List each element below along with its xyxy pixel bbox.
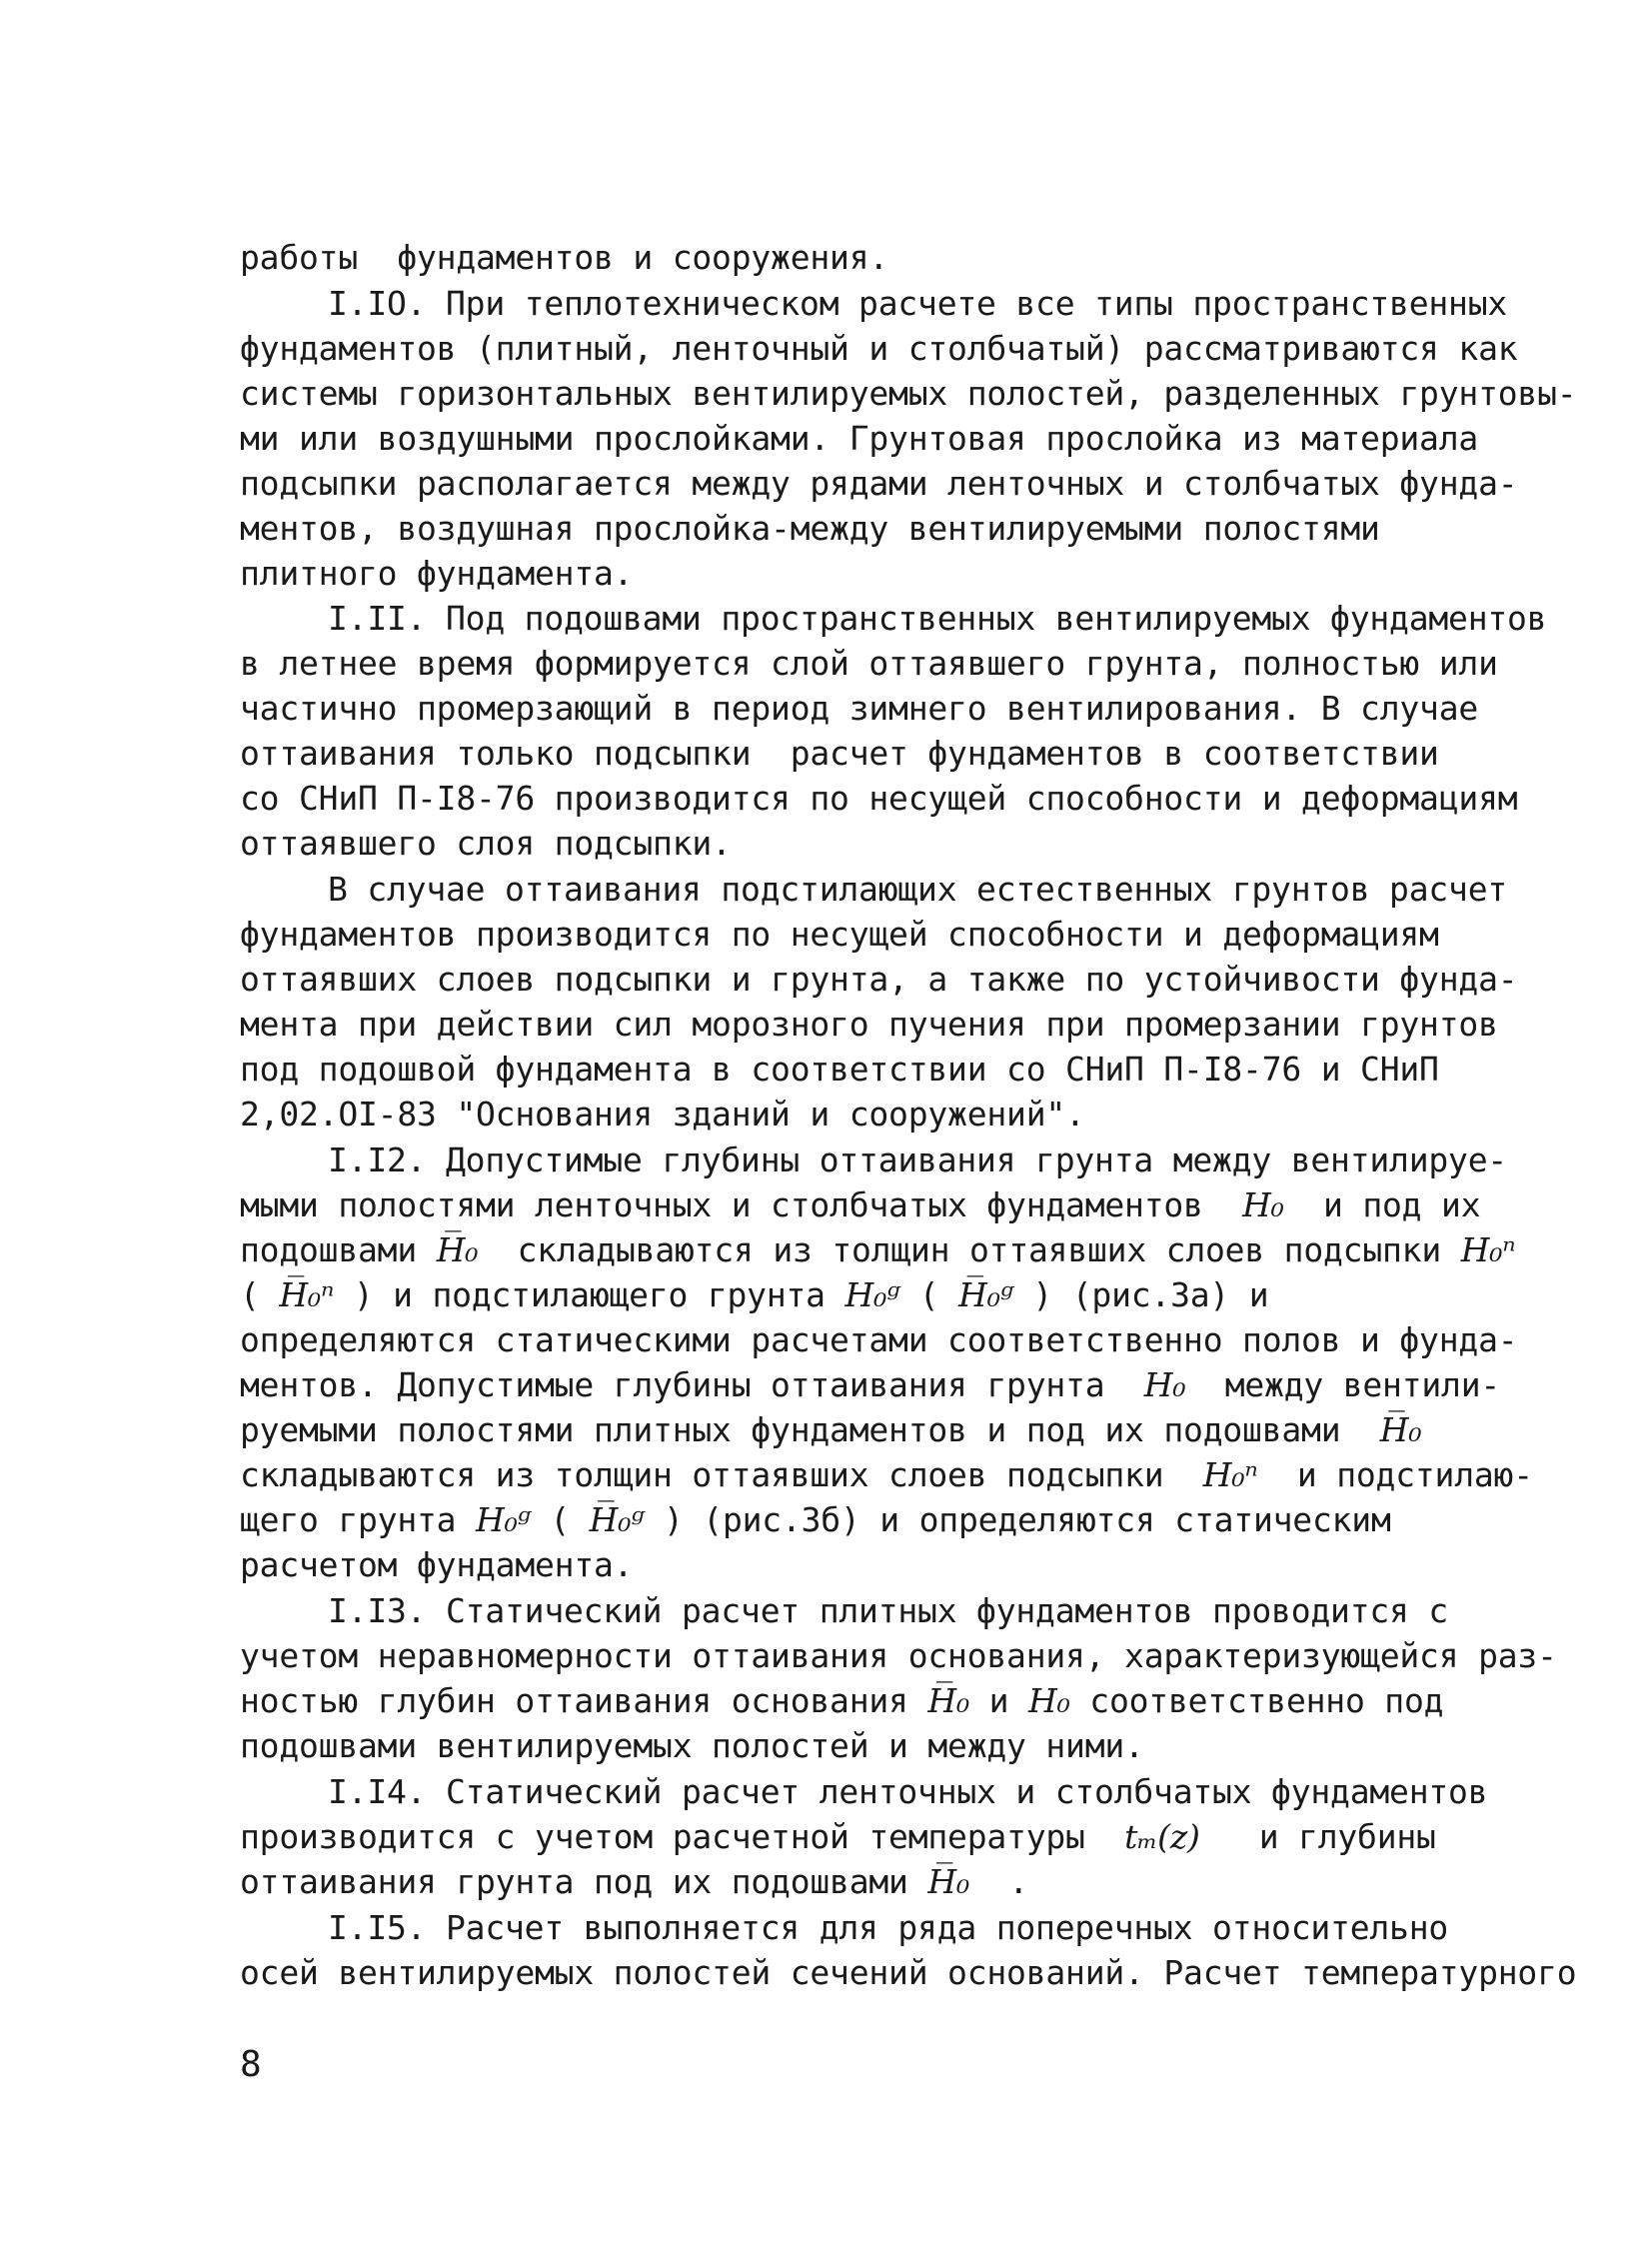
text-line: В случае оттаивания подстилающих естественных грунтов расчет [328, 870, 1508, 909]
formula-h0-bar: H̅₀ [436, 1230, 479, 1269]
text-line [240, 1408, 1421, 1452]
formula-h0: H₀ [1028, 1681, 1070, 1720]
text-line [240, 1815, 1436, 1859]
text-line: в летнее время формируется слой оттаявшего грунта, полностью или [240, 644, 1498, 683]
text-line: фундаментов (плитный, ленточный и столбчатый) рассматриваются как [240, 329, 1518, 368]
text-span: складываются из толщин оттаявших слоев подсыпки [240, 1455, 1164, 1494]
text-line: I.IO. При теплотехническом расчете все типы пространственных [328, 284, 1508, 323]
text-span: ностью глубин оттаивания основания [240, 1681, 908, 1720]
text-line: осей вентилируемых полостей сечений оснований. Расчет температурного [240, 1953, 1577, 1992]
text-span: подошвами [240, 1230, 418, 1269]
text-span: и [988, 1681, 1009, 1720]
text-line: фундаментов производится по несущей способности и деформациям [240, 915, 1439, 954]
formula-h0: H₀ [1242, 1185, 1284, 1224]
text-span: и под их [1323, 1185, 1481, 1224]
formula-h0-n: H₀ⁿ [1460, 1230, 1516, 1269]
text-line [240, 1679, 1443, 1723]
text-line [240, 1453, 1533, 1497]
text-span: мыми полостями ленточных и столбчатых фундаментов [240, 1185, 1203, 1224]
text-line: подсыпки располагается между рядами ленточных и столбчатых фунда- [240, 464, 1518, 503]
text-span: между вентили- [1224, 1365, 1501, 1404]
text-line [240, 1498, 1391, 1542]
text-line: расчетом фундамента. [240, 1545, 634, 1584]
text-span: ) (рис.3а) и [1032, 1275, 1269, 1314]
text-line: работы фундаментов и сооружения. [240, 238, 889, 277]
page-number: 8 [240, 2044, 262, 2085]
text-span: ) (рис.3б) и определяются статическим [663, 1500, 1391, 1539]
text-line: мента при действии сил морозного пучения при промерзании грунтов [240, 1005, 1498, 1044]
text-line: оттаивания только подсыпки расчет фундаментов в соответствии [240, 734, 1439, 773]
text-span: и подстилаю- [1296, 1455, 1533, 1494]
formula-h0-bar-g: H̅₀ᵍ [589, 1500, 645, 1539]
text-line [240, 1860, 1028, 1904]
formula-h0: H₀ [1143, 1365, 1186, 1404]
text-line: I.II. Под подошвами пространственных вентилируемых фундаментов [328, 599, 1547, 638]
text-span: ) и подстилающего грунта [353, 1275, 826, 1314]
text-line: оттаявшего слоя подсыпки. [240, 824, 732, 863]
text-line: подошвами вентилируемых полостей и между ними. [240, 1726, 1144, 1765]
text-span: соответственно под [1089, 1681, 1444, 1720]
text-line: 2,02.OI-83 "Основания зданий и сооружений". [240, 1095, 1085, 1133]
formula-h0-bar: H̅₀ [927, 1681, 969, 1720]
text-line: учетом неравномерности оттаивания основания, характеризующейся раз- [240, 1636, 1557, 1675]
text-span: руемыми полостями плитных фундаментов и под их подошвами [240, 1410, 1341, 1449]
formula-h0-g: H₀ᵍ [476, 1500, 531, 1539]
text-line [240, 1228, 1516, 1272]
formula-t-m-z: tₘ(z) [1124, 1817, 1200, 1856]
text-span: ментов. Допустимые глубины оттаивания грунта [240, 1365, 1105, 1404]
formula-h0-n: H₀ⁿ [1202, 1455, 1258, 1494]
text-span: ( [550, 1500, 570, 1539]
text-line: ми или воздушными прослойками. Грунтовая прослойка из материала [240, 419, 1479, 458]
text-span: и глубины [1258, 1817, 1436, 1856]
text-line: со СНиП П-I8-76 производится по несущей способности и деформациям [240, 779, 1518, 818]
formula-h0-bar: H̅₀ [1379, 1410, 1422, 1449]
formula-h0-bar: H̅₀ [927, 1862, 969, 1901]
text-line: частично промерзающий в период зимнего вентилирования. В случае [240, 689, 1479, 728]
formula-h0-g: H₀ᵍ [844, 1275, 900, 1314]
text-span: складываются из толщин оттаявших слоев подсыпки [517, 1230, 1442, 1269]
text-line: плитного фундамента. [240, 554, 634, 593]
text-span: ( [918, 1275, 939, 1314]
text-span: ( [240, 1275, 260, 1314]
text-line [240, 1183, 1480, 1227]
text-line: системы горизонтальных вентилируемых полостей, разделенных грунтовы- [240, 374, 1577, 413]
text-line: определяются статическими расчетами соответственно полов и фунда- [240, 1320, 1518, 1359]
formula-h0-bar-n: H̅₀ⁿ [279, 1275, 335, 1314]
text-line: I.I3. Статический расчет плитных фундаментов проводится с [328, 1591, 1449, 1630]
text-span: . [1008, 1862, 1028, 1901]
text-line [240, 1273, 1268, 1317]
text-line: I.I5. Расчет выполняется для ряда поперечных относительно [328, 1908, 1449, 1947]
text-span: производится с учетом расчетной температуры [240, 1817, 1085, 1856]
text-line: I.I2. Допустимые глубины оттаивания грунта между вентилируе- [328, 1140, 1508, 1179]
formula-h0-bar-g: H̅₀ᵍ [958, 1275, 1013, 1314]
text-line: I.I4. Статический расчет ленточных и столбчатых фундаментов [328, 1772, 1488, 1811]
text-line: оттаявших слоев подсыпки и грунта, а также по устойчивости фунда- [240, 960, 1518, 999]
text-span: щего грунта [240, 1500, 457, 1539]
text-span: оттаивания грунта под их подошвами [240, 1862, 908, 1901]
text-line [240, 1363, 1500, 1407]
text-line: ментов, воздушная прослойка-между вентилируемыми полостями [240, 509, 1380, 548]
text-line: под подошвой фундамента в соответствии со СНиП П-I8-76 и СНиП [240, 1050, 1439, 1089]
